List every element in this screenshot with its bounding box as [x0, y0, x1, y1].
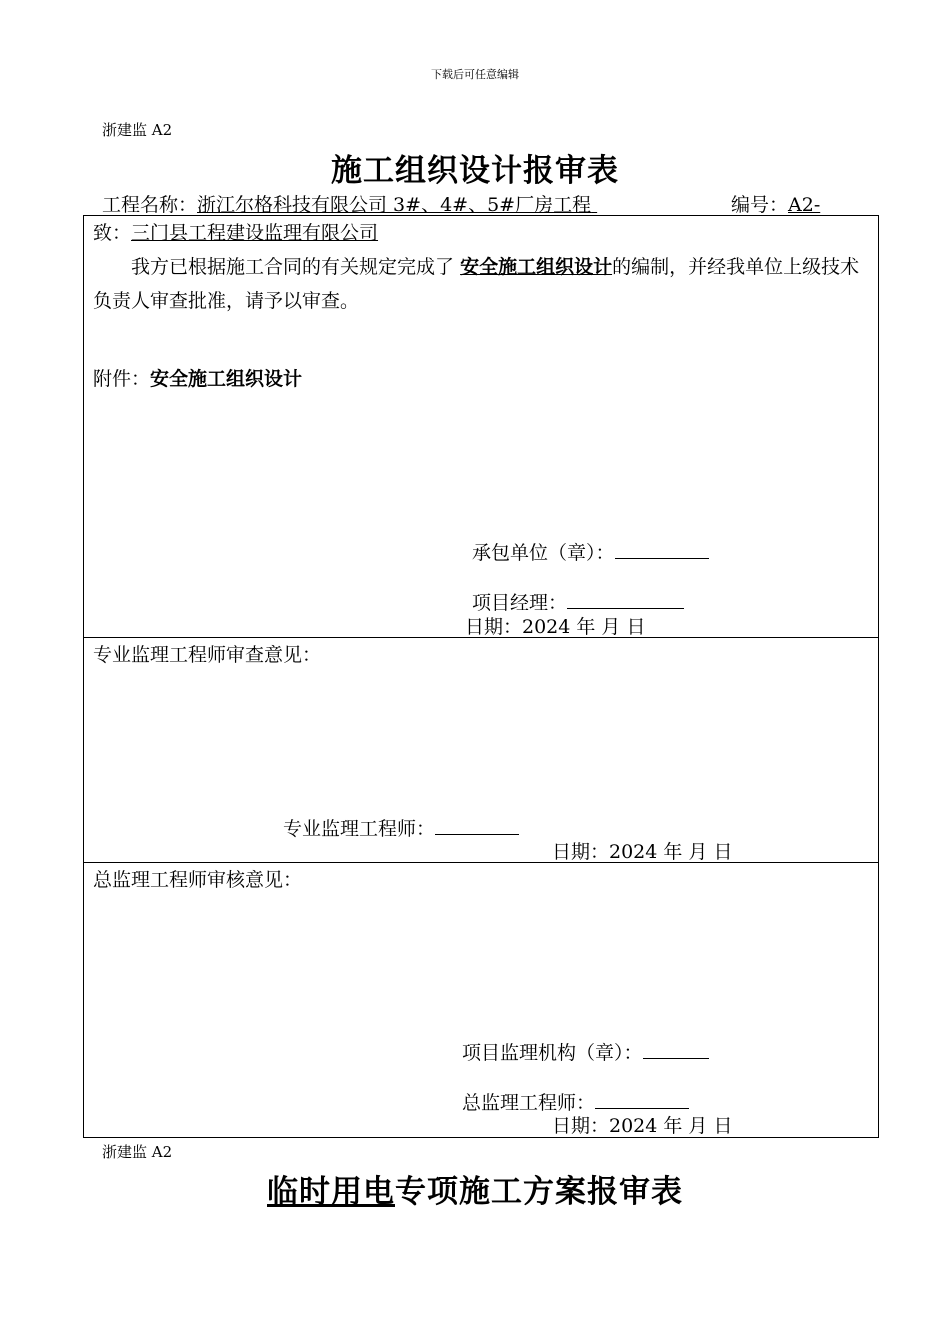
manager-line: [472, 588, 684, 615]
manager-signature-blank[interactable]: [567, 590, 684, 609]
chief-engineer-label: 总监理工程师：: [462, 1092, 596, 1114]
supervision-org-label: 项目监理机构（章）：: [462, 1042, 643, 1064]
section2-date: 日期：2024 年 月 日: [552, 841, 733, 863]
professional-review-heading: 专业监理工程师审查意见：: [93, 644, 322, 666]
application-body: [93, 250, 875, 318]
contractor-label: 承包单位（章）：: [472, 542, 615, 564]
contractor-line: [472, 538, 709, 565]
form2-title-underlined: 临时用电: [267, 1174, 395, 1210]
form2-code: 浙建监 A2: [102, 1143, 173, 1161]
addressee-line: [93, 218, 378, 245]
attachment-line: [93, 364, 302, 391]
form2-title-rest: 专项施工方案报审表: [395, 1174, 683, 1210]
section3-date: 日期：2024 年 月 日: [552, 1115, 733, 1137]
body-text-post: 的编制，并经我单位上级技术负责人审查批准，请予以审查。: [93, 256, 860, 312]
section1-date: 日期：2024 年 月 日: [465, 616, 646, 638]
addressee-label: 致：: [93, 222, 132, 244]
supervision-org-seal-blank[interactable]: [643, 1040, 709, 1059]
header-note: 下载后可任意编辑: [431, 68, 519, 81]
form-code: 浙建监 A2: [102, 121, 173, 139]
attachment-value: 安全施工组织设计: [150, 368, 303, 390]
body-emphasis: 安全施工组织设计: [460, 256, 613, 278]
professional-engineer-signature-blank[interactable]: [435, 816, 519, 835]
supervision-org-line: [462, 1038, 709, 1065]
chief-review-heading: 总监理工程师审核意见：: [93, 869, 303, 891]
number-label: 编号：: [731, 194, 789, 216]
body-text-pre: 我方已根据施工合同的有关规定完成了: [131, 256, 455, 278]
contractor-signature-blank[interactable]: [615, 540, 709, 559]
professional-engineer-line: [283, 814, 519, 841]
number-value: A2-: [788, 194, 821, 216]
form-title: 施工组织设计报审表: [331, 153, 619, 189]
project-name-line: [102, 190, 597, 217]
project-name: 浙江尔格科技有限公司 3#、4#、5#厂房工程: [197, 194, 592, 216]
number-line: [731, 190, 820, 217]
addressee-value: 三门县工程建设监理有限公司: [131, 222, 379, 244]
project-label: 工程名称：: [102, 194, 198, 216]
professional-engineer-label: 专业监理工程师：: [283, 818, 436, 840]
manager-label: 项目经理：: [472, 592, 568, 614]
form2-title: [0, 1166, 950, 1211]
chief-engineer-signature-blank[interactable]: [595, 1090, 689, 1109]
attachment-label: 附件：: [93, 368, 151, 390]
